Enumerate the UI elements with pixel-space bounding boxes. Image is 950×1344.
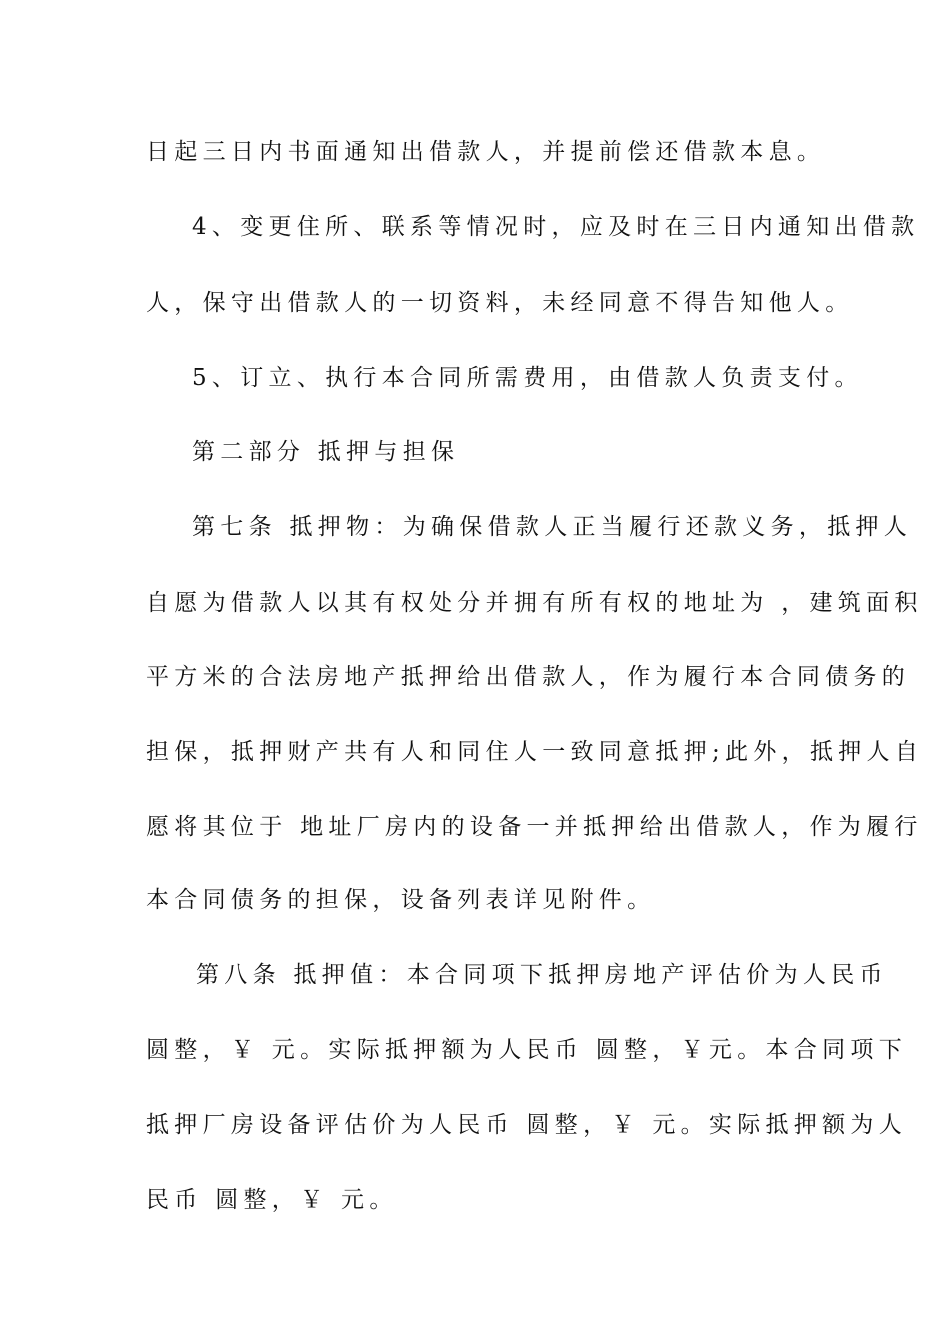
text-line: 人，保守出借款人的一切资料，未经同意不得告知他人。 [146,290,854,316]
text-line: 日起三日内书面通知出借款人，并提前偿还借款本息。 [146,139,826,165]
text-line: 愿将其位于 地址厂房内的设备一并抵押给出借款人，作为履行 [146,814,923,840]
text-line: 第八条 抵押值：本合同项下抵押房地产评估价为人民币 [196,962,888,988]
text-line: 平方米的合法房地产抵押给出借款人，作为履行本合同债务的 [146,664,911,690]
text-line: 4、变更住所、联系等情况时，应及时在三日内通知出借款 [192,214,920,240]
text-line: 本合同债务的担保，设备列表详见附件。 [146,887,656,913]
text-line: 抵押厂房设备评估价为人民币 圆整，￥ 元。实际抵押额为人 [146,1112,908,1138]
text-line: 第七条 抵押物：为确保借款人正当履行还款义务，抵押人 [192,514,913,540]
text-line: 5、订立、执行本合同所需费用，由借款人负责支付。 [192,365,863,391]
section-heading: 第二部分 抵押与担保 [192,439,460,465]
text-line: 自愿为借款人以其有权处分并拥有所有权的地址为 ，建筑面积 [146,590,923,616]
text-line: 民币 圆整，￥ 元。 [146,1187,398,1213]
text-line: 担保，抵押财产共有人和同住人一致同意抵押;此外，抵押人自 [146,739,924,765]
text-line: 圆整，￥ 元。实际抵押额为人民币 圆整，￥元。本合同项下 [146,1037,908,1063]
